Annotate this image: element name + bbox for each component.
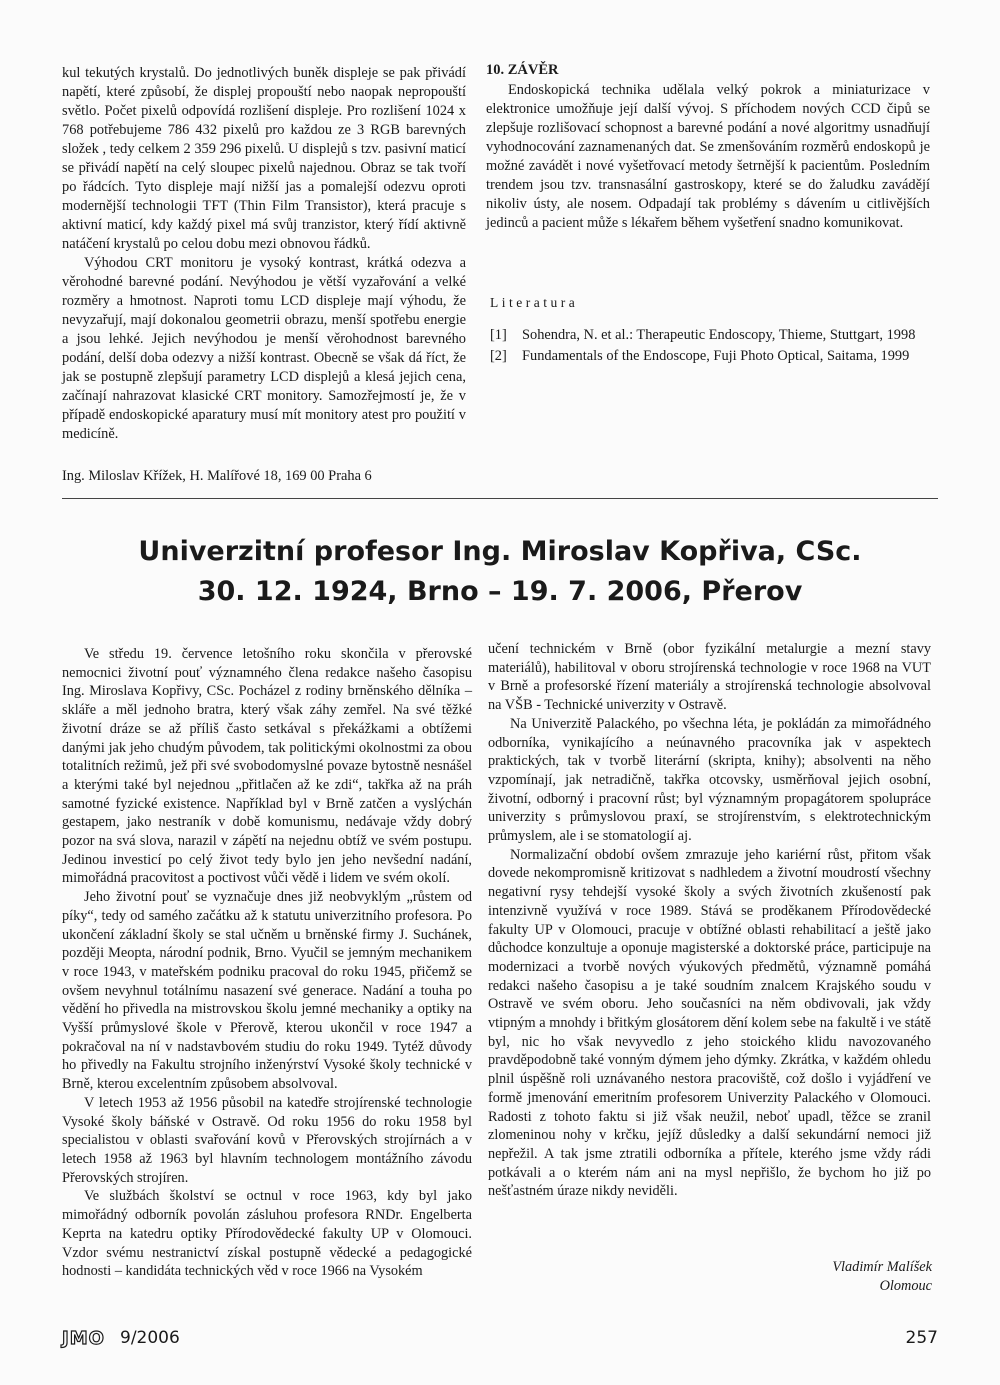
reference-number: [1] (490, 327, 507, 343)
reference-number: [2] (490, 348, 507, 364)
paragraph: Ve službách školství se octnul v roce 1963, kdy byl jako mimořádný odborník povolán zásluhou profesora RNDr. Engelberta Keprta na katedru optiky Přírodovědecké fakulty UP v Olomouci. Vzdor svému nestranictví získal postupně vědecké a pedagogické hodnosti – kandidáta technických věd v roce 1966 na Vysokém (62, 1188, 472, 1280)
obituary-title-line-1: Univerzitní profesor Ing. Miroslav Kopřiva, CSc. (138, 536, 862, 567)
prev-article-right-column (486, 61, 930, 368)
paragraph: Ve středu 19. července letošního roku skončila v přerovské nemocnici životní pouť významného člena redakce našeho časopisu Ing. Miroslava Kopřivy, CSc. Pocházel z rodiny brněnského dělníka – skláře a měl jednoho bratra, který však záhy zemřel. Na své těžké životní dráze se až příliš často setkával s překážkami a obtížemi danými jak jeho chudým původem, tak politickými okolnostmi za obou totalitních režimů, jež při své svobodomyslné povaze bytostně nesnášel a kterými také byl nejednou „přitlačen až ke zdi“, takřka až na práh samotné fyzické existence. Například byl v Brně zatčen a vyslýchán gestapem, jako nestraník v době komunismu, nedávaje vždy dobrý pozor na svá slova, narazil v zápětí na nejednu obtíž ve svém postupu. Jedinou investicí po celý život tedy bylo jen jeho nevšední nadání, mimořádná pracovitost a poctivost vůči vědě i lidem ve svém okolí. (62, 646, 472, 887)
obituary-signature (832, 1258, 932, 1296)
journal-logo: JMO (62, 1328, 105, 1349)
paragraph: Na Univerzitě Palackého, po všechna léta, je pokládán za mimořádného odborníka, vynikajícího a neúnavného pracovníka jak v aspektech praktických, tak v tvorbě literární (skripta, knihy); absolventi na něho vzpomínají, jak netradičně, takřka otcovsky, usměrňoval jejich osobní, životní, odborný i pracovní růst; byl významným propagátorem spolupráce univerzity s průmyslovou praxí, se strojírenstvím, s elektrotechnickým průmyslem, ale i se stomatologií aj. (488, 715, 931, 845)
obituary-left-column (62, 645, 472, 1281)
section-divider (62, 498, 938, 499)
paragraph: Jeho životní pouť se vyznačuje dnes již neobvyklým „růstem od píky“, tedy od samého začátku až k statutu univerzitního profesora. Po ukončení základní školy se stal učněm u brněnské firmy J. Suchánek, později Meopta, národní podnik, Brno. Vyučil se jemným mechanikem v roce 1943, v mateřském podniku pracoval do roku 1945, přičemž se ovšem nevyhnul totálnímu nasazení své generace. Nadání a touha po vědění ho přivedla na mistrovskou školu jemné mechaniky a optiky na Vyšší průmyslové škole v Přerově, kterou ukončil v roce 1947 a pokračoval na ní v nadstavbovém studiu do roku 1949. Tytéž důvody ho přivedly na Fakultu strojního inženýrství Vysoké školy technické v Brně, kterou excelentním způsobem absolvoval. (62, 889, 472, 1093)
paragraph: učení technickém v Brně (obor fyzikální metalurgie a mezní stavy materiálů), habilitoval v oboru strojírenská technologie v roce 1968 na VUT v Brně a profesorské řízení materiály a strojírenská technologie absolvoval na VŠB - Technické univerzity v Ostravě. (488, 641, 931, 714)
conclusion-paragraph: Endoskopická technika udělala velký pokrok a miniaturizace v elektronice umožňuje její další vývoj. S příchodem nových CCD čipů se zlepšuje rozlišovací schopnost a barevné podání a nové algoritmy usnadňují vyhodnocování zaznamenaných dat. Se zmenšováním rozměrů endoskopů je možné zavádět i nové vyšetřovací metody šetrnější k pacientům. Posledním trendem jsou tzv. transnasální gastroskopy, které se do žaludku zavádějí nikoliv ústy, ale nosem. Odpadají tak problémy s dávením u citlivějších jedinců a pacient může s lékařem během vyšetření snadno komunikovat. (486, 82, 930, 231)
prev-article-author: Ing. Miloslav Křížek, H. Malířové 18, 169 00 Praha 6 (62, 468, 372, 484)
paragraph: V letech 1953 až 1956 působil na katedře strojírenské technologie Vysoké školy báňské v Ostravě. Od roku 1956 do roku 1958 byl specialistou v oblasti svařování kovů v Přerovských strojírnách a v letech 1958 až 1963 byl hlavním technologem montážního závodu Přerovských strojíren. (62, 1094, 472, 1186)
paragraph: Výhodou CRT monitoru je vysoký kontrast, krátká odezva a věrohodné barevné podání. Nevýhodou je větší vyzařování a velké rozměry a hmotnost. Naproti tomu LCD displeje mají výhodu, že nevyzařují, mají dokonalou geometrii obrazu, menší spotřebu energie a jsou lehké. Jejich nevýhodou je menší věrohodnost barevného podání, delší doba odezvy a nižší kontrast. Obecně se však dá říct, že jak se postupně zlepšují parametry LCD displejů a klesá jejich cena, začínají nahrazovat klasické CRT monitory. Samozřejmostí je, že v případě endoskopické aparatury musí mít monitory atest pro použití v medicíně. (62, 255, 466, 442)
page-number: 257 (905, 1328, 938, 1348)
page-footer (62, 1328, 938, 1358)
signature-place: Olomouc (879, 1278, 932, 1294)
obituary-title (62, 532, 938, 612)
conclusion-heading: 10. ZÁVĚR (486, 62, 559, 78)
reference-text: Fundamentals of the Endoscope, Fuji Photo Optical, Saitama, 1999 (522, 348, 910, 364)
paragraph: Normalizační období ovšem zmrazuje jeho kariérní růst, přitom však dovede nekompromisně kritizovat s nadhledem a životní moudrostí všechny negativní rysy tehdejší vysoké školy a svých životních zkušeností pak intenzivně využívá v roce 1989. Stává se proděkanem Přírodovědecké fakulty UP v Olomouci, pracuje v obtížné oblasti rehabilitací a ještě jako důchodce konzultuje a oponuje magisterské a doktorské práce, participuje na modernizaci a tvorbě nových výukových předmětů, významně pomáhá redakci našeho časopisu a je také soudním znalcem Krajského soudu v Ostravě ve svém oboru. Jeho současníci na něm obdivovali, jak vždy vtipným a mnohdy i břitkým glosátorem dění kolem sebe na fakultě i ve státě byl, nic ho však nevyvedlo z jeho stoického klidu navozovaného pravděpodobně také vonným dýmem jeho dýmky. Zkrátka, v každém ohledu plnil úspěšně roli uznávaného nestora pracoviště, což došlo i vyjádření ve formě jmenování emeritním profesorem Univerzity Palackého v Olomouci. Radosti z tohoto faktu si již však neužil, neboť upadl, těžce se zranil zlomeninou nohy v krčku, jejíž důsledky a další sekundární nemoci již nepřežil. A tak jsme ztratili odborníka a přítele, kterého jsme vždy rádi potkávali a o kterém nám ani na mysl nepřišlo, že bychom ho již po nešťastném úraze nikdy neviděli. (488, 846, 931, 1200)
reference-item (486, 326, 930, 345)
obituary-right-column (488, 640, 931, 1201)
reference-text: Sohendra, N. et al.: Therapeutic Endoscopy, Thieme, Stuttgart, 1998 (522, 327, 916, 343)
reference-item (486, 347, 930, 366)
issue-number: 9/2006 (120, 1328, 180, 1348)
prev-article-left-column (62, 64, 466, 444)
literature-title: Literatura (490, 295, 579, 310)
obituary-title-line-2: 30. 12. 1924, Brno – 19. 7. 2006, Přerov (197, 576, 803, 607)
paragraph: kul tekutých krystalů. Do jednotlivých buněk displeje se pak přivádí napětí, které způsobí, že displej propouští nebo naopak nepropouští světlo. Počet pixelů odpovídá rozlišení displeje. Pro rozlišení 1024 x 768 potřebujeme 786 432 pixelů pro každou ze 3 RGB barevných složek , tedy celkem 2 359 296 pixelů. U displejů s tzv. pasivní maticí se přivádí napětí na celý sloupec pixelů najednou. Obraz se tak tvoří po řádcích. Tyto displeje mají nižší jas a pomalejší odezvu oproti modernější technologii TFT (Thin Film Transistor), která pracuje s aktivní maticí, kdy každý pixel má svůj tranzistor, který řídí aktivně natáčení krystalů po celou dobu mezi obnovou řádků. (62, 65, 466, 252)
signature-name: Vladimír Malíšek (832, 1259, 932, 1275)
